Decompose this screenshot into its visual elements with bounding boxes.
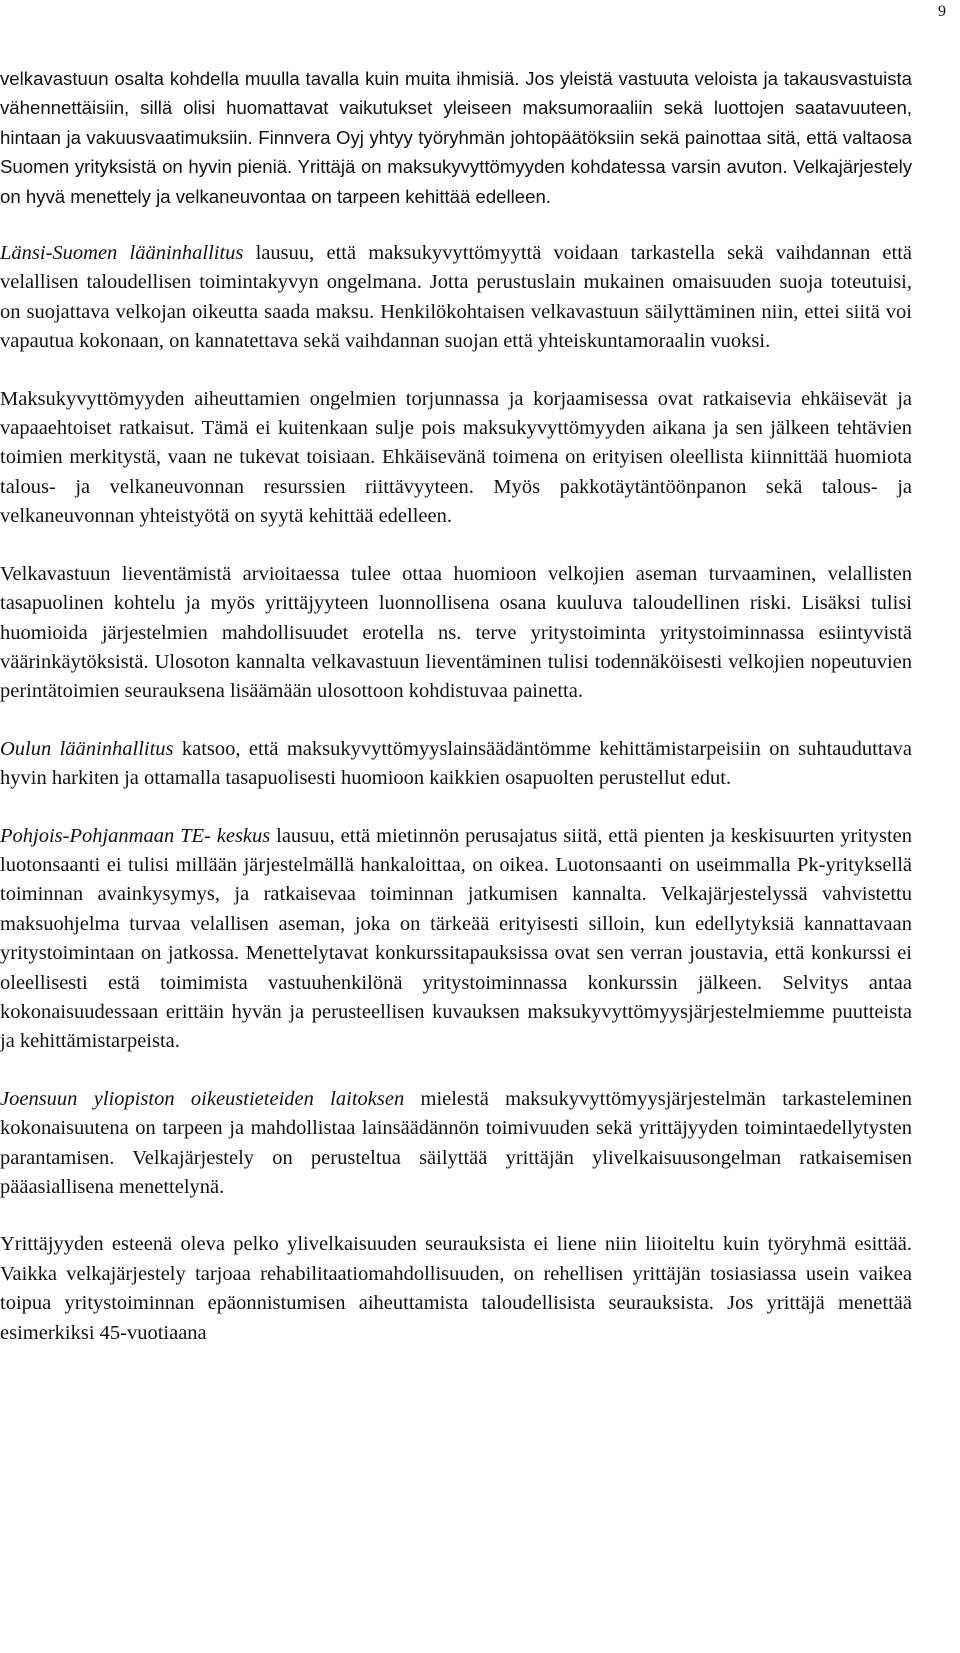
paragraph-yrittajyyden-este: Yrittäjyyden esteenä oleva pelko ylivelkaisuuden seurauksista ei liene niin liioiteltu kuin työryhmä esittää. Vaikka velkajärjestely tarjoaa rehabilitaatiomahdollisuuden, on rehellisen yrittäjän tosiasiassa usein vaikea toipua yritystoiminnan epäonnistumisen aiheuttamista taloudellisista seurauksista. Jos yrittäjä menettää esimerkiksi 45-vuotiaana xyxy=(0,1233,912,1344)
paragraph-pohjois-pohjanmaan-lausunto xyxy=(0,822,912,1057)
paragraph-text: lausuu, että maksukyvyttömyyttä voidaan tarkastella sekä vaihdannan että velallisen taloudellisen toimintakyvyn ongelmana. Jotta perustuslain mukainen omaisuuden suoja toteutuisi, on suojattava velkojan oikeutta saada maksu. Henkilökohtaisen velkavastuun säilyttäminen niin, ettei siitä voi vapautua kokonaan, on kannatettava sekä vaihdannan suojan että yhteiskuntamoraalin vuoksi. xyxy=(0,242,912,353)
org-name-lansi-suomen-laaninhallitus: Länsi-Suomen lääninhallitus xyxy=(0,242,244,265)
org-name-joensuun-yliopisto: Joensuun yliopiston oikeustieteiden laitoksen xyxy=(0,1087,405,1110)
paragraph-text: mielestä maksukyvyttömyysjärjestelmän tarkasteleminen kokonaisuutena on tarpeen ja mahdollistaa lainsäädännön toimivuuden sekä yrittäjyyden toimintaedellytysten parantamisen. Velkajärjestely on perusteltua säilyttää yrittäjän ylivelkaisuusongelman ratkaisemisen pääasiallisena menettelynä. xyxy=(0,1087,912,1198)
paragraph-text: katsoo, että maksukyvyttömyyslainsäädäntömme kehittämistarpeisiin on suhtauduttava hyvin harkiten ja ottamalla tasapuolisesti huomioon kaikkien osapuolten perustellut edut. xyxy=(0,737,912,790)
page-number: 9 xyxy=(938,3,946,20)
paragraph-joensuun-lausunto xyxy=(0,1085,912,1203)
paragraph-lansi-suomen-lausunto xyxy=(0,239,912,357)
org-name-pohjois-pohjanmaan-te-keskus: Pohjois-Pohjanmaan TE- keskus xyxy=(0,824,271,847)
paragraph-ehkaisevat-ratkaisut: Maksukyvyttömyyden aiheuttamien ongelmien torjunnassa ja korjaamisessa ovat ratkaisevia ehkäisevät ja vapaaehtoiset ratkaisut. Tämä ei kuitenkaan sulje pois maksukyvyttömyyden aikana ja sen jälkeen tehtävien toimien merkitystä, vaan ne tukevat toisiaan. Ehkäisevänä toimena on erityisen oleellista kiinnittää huomiota talous- ja velkaneuvonnan resurssien riittävyyteen. Myös pakkotäytäntöönpanon sekä talous- ja velkaneuvonnan yhteistyötä on syytä kehittää edelleen. xyxy=(0,387,912,528)
paragraph-text: lausuu, että mietinnön perusajatus siitä, että pienten ja keskisuurten yritysten luotonsaanti ei tulisi millään järjestelmällä hankaloittaa, on oikea. Luotonsaanti on useimmalla Pk-yrityksellä toiminnan avainkysymys, ja ratkaisevaa toiminnan jatkumisen kannalta. Velkajärjestelyssä vahvistettu maksuohjelma turvaa velallisen aseman, joka on tärkeää erityisesti silloin, kun edellytyksiä kannattavaan yritystoimintaan on jatkossa. Menettelytavat konkurssitapauksissa ovat sen verran joustavia, että konkurssi ei oleellisesti estä toimimista vastuuhenkilönä yritystoiminnassa konkurssin jälkeen. Selvitys antaa kokonaisuudessaan erittäin hyvän ja perusteellisen kuvauksen maksukyvyttömyysjärjestelmiemme puutteista ja kehittämistarpeista. xyxy=(0,824,912,1053)
document-body xyxy=(0,64,912,1376)
paragraph-finnvera: velkavastuun osalta kohdella muulla tavalla kuin muita ihmisiä. Jos yleistä vastuuta veloista ja takausvastuista vähennettäisiin, sillä olisi huomattavat vaikutukset yleiseen maksumoraaliin sekä luottojen saatavuuteen, hintaan ja vakuusvaatimuksiin. Finnvera Oyj yhtyy työryhmän johtopäätöksiin sekä painottaa sitä, että valtaosa Suomen yrityksistä on hyvin pieniä. Yrittäjä on maksukyvyttömyyden kohdatessa varsin avuton. Velkajärjestely on hyvä menettely ja velkaneuvontaa on tarpeen kehittää edelleen. xyxy=(0,68,912,207)
paragraph-oulun-lausunto xyxy=(0,735,912,794)
paragraph-velkavastuun-lieventaminen: Velkavastuun lieventämistä arvioitaessa tulee ottaa huomioon velkojien aseman turvaaminen, velallisten tasapuolinen kohtelu ja myös yrittäjyyteen luonnollisena osana kuuluva taloudellinen riski. Lisäksi tulisi huomioida järjestelmien mahdollisuudet erotella ns. terve yritystoiminta yritystoiminnassa esiintyvistä väärinkäytöksistä. Ulosoton kannalta velkavastuun lieventäminen tulisi todennäköisesti velkojien nopeutuvien perintätoimien seurauksena lisäämään ulosottoon kohdistuvaa painetta. xyxy=(0,562,912,703)
org-name-oulun-laaninhallitus: Oulun lääninhallitus xyxy=(0,737,174,760)
